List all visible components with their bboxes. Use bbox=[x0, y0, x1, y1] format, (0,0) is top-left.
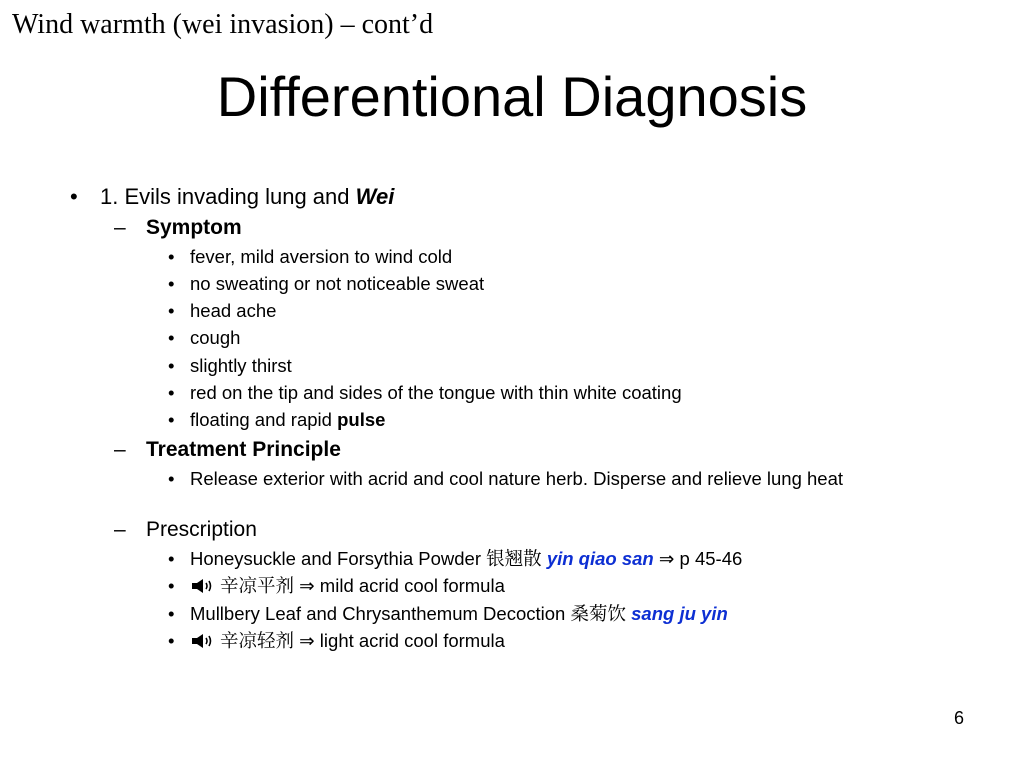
slide-title: Differentional Diagnosis bbox=[216, 65, 808, 128]
symptom-item: red on the tip and sides of the tongue with thin white coating bbox=[190, 382, 682, 403]
bullet: • bbox=[168, 468, 175, 489]
symptom-item-text: floating and rapid bbox=[190, 409, 338, 430]
symptom-item bbox=[190, 409, 960, 431]
bullet: • bbox=[168, 327, 175, 348]
prescription-item bbox=[190, 575, 960, 598]
bullet: • bbox=[168, 382, 175, 403]
formula-pinyin: sang ju yin bbox=[631, 603, 728, 624]
bullet: • bbox=[168, 548, 175, 569]
treatment-label: Treatment Principle bbox=[146, 438, 341, 461]
formula-category: light acrid cool formula bbox=[314, 630, 505, 651]
bullet: • bbox=[168, 246, 175, 267]
bullet: • bbox=[168, 300, 175, 321]
bullet: • bbox=[70, 184, 78, 209]
formula-category-chinese: 辛凉轻剂 bbox=[220, 631, 295, 652]
formula-chinese: 银翘散 bbox=[486, 549, 542, 570]
prescription-item bbox=[190, 630, 960, 653]
page-reference: p 45-46 bbox=[674, 548, 743, 569]
level1-text bbox=[100, 182, 394, 212]
prescription-label: Prescription bbox=[146, 518, 257, 541]
bullet: • bbox=[168, 355, 175, 376]
dash: – bbox=[114, 518, 126, 541]
symptom-label: Symptom bbox=[146, 216, 242, 239]
symptom-item: head ache bbox=[190, 300, 277, 321]
dash: – bbox=[114, 438, 126, 461]
formula-name: Honeysuckle and Forsythia Powder bbox=[190, 548, 487, 569]
formula-name: Mullbery Leaf and Chrysanthemum Decoction bbox=[190, 603, 571, 624]
wei-emphasis: Wei bbox=[355, 184, 395, 209]
page-number: 6 bbox=[953, 708, 964, 728]
bullet: • bbox=[168, 273, 175, 294]
arrow: ⇒ bbox=[658, 548, 675, 569]
treatment-item: Release exterior with acrid and cool nature herb. Disperse and relieve lung heat bbox=[190, 468, 844, 489]
symptom-item: cough bbox=[190, 327, 241, 348]
formula-category-chinese: 辛凉平剂 bbox=[220, 576, 295, 597]
header-note: Wind warmth (wei invasion) – cont’d bbox=[12, 9, 434, 40]
sound-icon[interactable] bbox=[190, 632, 214, 650]
bullet: • bbox=[168, 603, 175, 624]
level1-label: 1. Evils invading lung and bbox=[100, 184, 356, 209]
symptom-item: slightly thirst bbox=[190, 355, 292, 376]
symptom-item: no sweating or not noticeable sweat bbox=[190, 273, 485, 294]
arrow: ⇒ bbox=[299, 630, 315, 651]
bullet: • bbox=[168, 409, 175, 430]
formula-pinyin: yin qiao san bbox=[546, 548, 654, 569]
prescription-item bbox=[190, 548, 960, 571]
prescription-item bbox=[190, 603, 960, 626]
dash: – bbox=[114, 216, 126, 239]
formula-category: mild acrid cool formula bbox=[314, 575, 505, 596]
bullet: • bbox=[168, 630, 175, 651]
bullet: • bbox=[168, 575, 175, 596]
pulse-emphasis: pulse bbox=[337, 409, 386, 430]
formula-chinese: 桑菊饮 bbox=[570, 604, 626, 625]
arrow: ⇒ bbox=[299, 575, 315, 596]
symptom-item: fever, mild aversion to wind cold bbox=[190, 246, 453, 267]
sound-icon[interactable] bbox=[190, 577, 214, 595]
